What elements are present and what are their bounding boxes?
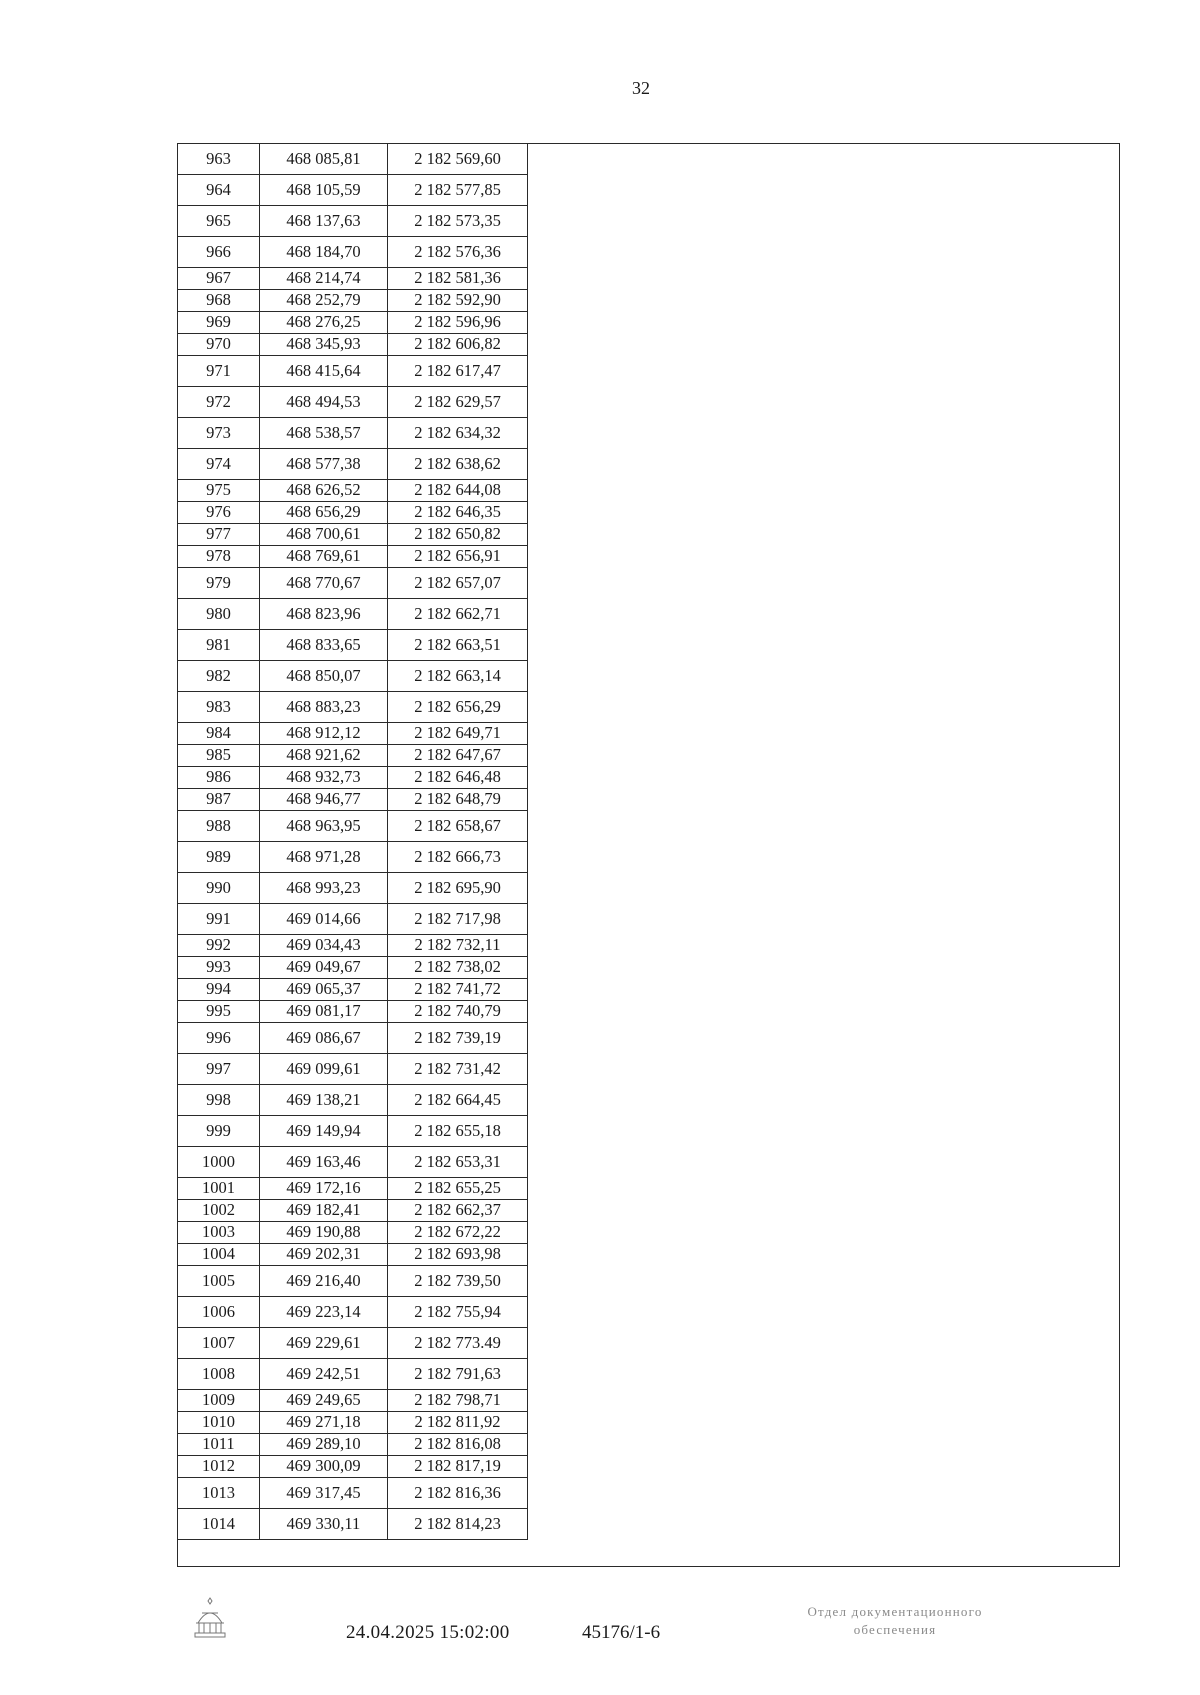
table-row [178, 387, 528, 418]
y-coordinate-cell: 2 182 650,82 [388, 524, 528, 546]
point-number-cell: 987 [178, 789, 260, 811]
table-row [178, 767, 528, 789]
y-coordinate-cell: 2 182 629,57 [388, 387, 528, 418]
point-number-cell: 1007 [178, 1328, 260, 1359]
x-coordinate-cell: 468 769,61 [260, 546, 388, 568]
point-number-cell: 1001 [178, 1178, 260, 1200]
stamp-datetime: 24.04.2025 15:02:00 [346, 1622, 510, 1643]
y-coordinate-cell: 2 182 814,23 [388, 1509, 528, 1540]
table-row [178, 418, 528, 449]
point-number-cell: 983 [178, 692, 260, 723]
y-coordinate-cell: 2 182 647,67 [388, 745, 528, 767]
y-coordinate-cell: 2 182 634,32 [388, 418, 528, 449]
point-number-cell: 974 [178, 449, 260, 480]
point-number-cell: 998 [178, 1085, 260, 1116]
point-number-cell: 1006 [178, 1297, 260, 1328]
table-row [178, 206, 528, 237]
point-number-cell: 990 [178, 873, 260, 904]
y-coordinate-cell: 2 182 741,72 [388, 979, 528, 1001]
x-coordinate-cell: 468 626,52 [260, 480, 388, 502]
point-number-cell: 985 [178, 745, 260, 767]
x-coordinate-cell: 469 289,10 [260, 1434, 388, 1456]
x-coordinate-cell: 468 883,23 [260, 692, 388, 723]
y-coordinate-cell: 2 182 577,85 [388, 175, 528, 206]
y-coordinate-cell: 2 182 755,94 [388, 1297, 528, 1328]
x-coordinate-cell: 469 300,09 [260, 1456, 388, 1478]
x-coordinate-cell: 468 105,59 [260, 175, 388, 206]
table-row [178, 524, 528, 546]
x-coordinate-cell: 468 538,57 [260, 418, 388, 449]
table-row [178, 1054, 528, 1085]
y-coordinate-cell: 2 182 738,02 [388, 957, 528, 979]
x-coordinate-cell: 468 085,81 [260, 144, 388, 175]
point-number-cell: 1004 [178, 1244, 260, 1266]
point-number-cell: 979 [178, 568, 260, 599]
point-number-cell: 994 [178, 979, 260, 1001]
point-number-cell: 1005 [178, 1266, 260, 1297]
x-coordinate-cell: 469 190,88 [260, 1222, 388, 1244]
point-number-cell: 971 [178, 356, 260, 387]
y-coordinate-cell: 2 182 811,92 [388, 1412, 528, 1434]
page-number: 32 [632, 78, 650, 98]
y-coordinate-cell: 2 182 693,98 [388, 1244, 528, 1266]
x-coordinate-cell: 468 912,12 [260, 723, 388, 745]
table-row [178, 1244, 528, 1266]
y-coordinate-cell: 2 182 606,82 [388, 334, 528, 356]
x-coordinate-cell: 468 577,38 [260, 449, 388, 480]
x-coordinate-cell: 469 081,17 [260, 1001, 388, 1023]
point-number-cell: 1013 [178, 1478, 260, 1509]
y-coordinate-cell: 2 182 816,36 [388, 1478, 528, 1509]
point-number-cell: 996 [178, 1023, 260, 1054]
point-number-cell: 964 [178, 175, 260, 206]
y-coordinate-cell: 2 182 717,98 [388, 904, 528, 935]
point-number-cell: 963 [178, 144, 260, 175]
x-coordinate-cell: 468 494,53 [260, 387, 388, 418]
table-row [178, 811, 528, 842]
y-coordinate-cell: 2 182 663,51 [388, 630, 528, 661]
point-number-cell: 981 [178, 630, 260, 661]
x-coordinate-cell: 468 993,23 [260, 873, 388, 904]
point-number-cell: 1008 [178, 1359, 260, 1390]
y-coordinate-cell: 2 182 638,62 [388, 449, 528, 480]
x-coordinate-cell: 468 850,07 [260, 661, 388, 692]
x-coordinate-cell: 469 223,14 [260, 1297, 388, 1328]
x-coordinate-cell: 469 086,67 [260, 1023, 388, 1054]
point-number-cell: 977 [178, 524, 260, 546]
y-coordinate-cell: 2 182 672,22 [388, 1222, 528, 1244]
x-coordinate-cell: 469 330,11 [260, 1509, 388, 1540]
x-coordinate-cell: 469 065,37 [260, 979, 388, 1001]
y-coordinate-cell: 2 182 666,73 [388, 842, 528, 873]
stamp-doc-number: 45176/1-6 [582, 1622, 661, 1643]
y-coordinate-cell: 2 182 656,29 [388, 692, 528, 723]
y-coordinate-cell: 2 182 656,91 [388, 546, 528, 568]
table-row [178, 546, 528, 568]
table-row [178, 1359, 528, 1390]
y-coordinate-cell: 2 182 648,79 [388, 789, 528, 811]
point-number-cell: 992 [178, 935, 260, 957]
point-number-cell: 1014 [178, 1509, 260, 1540]
table-row [178, 480, 528, 502]
point-number-cell: 978 [178, 546, 260, 568]
x-coordinate-cell: 468 137,63 [260, 206, 388, 237]
point-number-cell: 967 [178, 268, 260, 290]
y-coordinate-cell: 2 182 662,37 [388, 1200, 528, 1222]
point-number-cell: 1012 [178, 1456, 260, 1478]
point-number-cell: 997 [178, 1054, 260, 1085]
x-coordinate-cell: 469 099,61 [260, 1054, 388, 1085]
y-coordinate-cell: 2 182 644,08 [388, 480, 528, 502]
x-coordinate-cell: 469 202,31 [260, 1244, 388, 1266]
x-coordinate-cell: 468 932,73 [260, 767, 388, 789]
x-coordinate-cell: 469 138,21 [260, 1085, 388, 1116]
x-coordinate-cell: 469 034,43 [260, 935, 388, 957]
table-row [178, 312, 528, 334]
table-row [178, 1023, 528, 1054]
x-coordinate-cell: 468 415,64 [260, 356, 388, 387]
table-row [178, 1222, 528, 1244]
table-row [178, 1509, 528, 1540]
department-stamp [755, 1603, 1035, 1638]
table-row [178, 1456, 528, 1478]
point-number-cell: 986 [178, 767, 260, 789]
coordinates-table-body [178, 144, 528, 1540]
point-number-cell: 995 [178, 1001, 260, 1023]
y-coordinate-cell: 2 182 569,60 [388, 144, 528, 175]
table-row [178, 502, 528, 524]
x-coordinate-cell: 468 184,70 [260, 237, 388, 268]
table-row [178, 1328, 528, 1359]
coordinates-table [177, 143, 528, 1540]
y-coordinate-cell: 2 182 655,25 [388, 1178, 528, 1200]
y-coordinate-cell: 2 182 581,36 [388, 268, 528, 290]
point-number-cell: 999 [178, 1116, 260, 1147]
table-row [178, 1147, 528, 1178]
point-number-cell: 988 [178, 811, 260, 842]
point-number-cell: 993 [178, 957, 260, 979]
y-coordinate-cell: 2 182 663,14 [388, 661, 528, 692]
y-coordinate-cell: 2 182 617,47 [388, 356, 528, 387]
table-row [178, 1478, 528, 1509]
table-row [178, 290, 528, 312]
table-row [178, 1001, 528, 1023]
table-row [178, 957, 528, 979]
x-coordinate-cell: 468 770,67 [260, 568, 388, 599]
table-row [178, 935, 528, 957]
table-row [178, 842, 528, 873]
y-coordinate-cell: 2 182 664,45 [388, 1085, 528, 1116]
department-line-1: Отдел документационного [807, 1604, 983, 1619]
x-coordinate-cell: 469 172,16 [260, 1178, 388, 1200]
table-row [178, 1390, 528, 1412]
y-coordinate-cell: 2 182 662,71 [388, 599, 528, 630]
table-row [178, 334, 528, 356]
x-coordinate-cell: 469 182,41 [260, 1200, 388, 1222]
x-coordinate-cell: 468 276,25 [260, 312, 388, 334]
point-number-cell: 968 [178, 290, 260, 312]
x-coordinate-cell: 468 963,95 [260, 811, 388, 842]
table-row [178, 1297, 528, 1328]
x-coordinate-cell: 468 946,77 [260, 789, 388, 811]
x-coordinate-cell: 468 700,61 [260, 524, 388, 546]
table-row [178, 873, 528, 904]
table-row [178, 1116, 528, 1147]
point-number-cell: 989 [178, 842, 260, 873]
y-coordinate-cell: 2 182 773.49 [388, 1328, 528, 1359]
table-row [178, 1178, 528, 1200]
y-coordinate-cell: 2 182 592,90 [388, 290, 528, 312]
y-coordinate-cell: 2 182 573,35 [388, 206, 528, 237]
table-row [178, 1266, 528, 1297]
table-row [178, 144, 528, 175]
x-coordinate-cell: 468 345,93 [260, 334, 388, 356]
y-coordinate-cell: 2 182 739,50 [388, 1266, 528, 1297]
table-row [178, 175, 528, 206]
table-row [178, 723, 528, 745]
footer [0, 1595, 1200, 1655]
table-row [178, 268, 528, 290]
y-coordinate-cell: 2 182 739,19 [388, 1023, 528, 1054]
point-number-cell: 1009 [178, 1390, 260, 1412]
point-number-cell: 1002 [178, 1200, 260, 1222]
y-coordinate-cell: 2 182 646,35 [388, 502, 528, 524]
point-number-cell: 975 [178, 480, 260, 502]
point-number-cell: 969 [178, 312, 260, 334]
x-coordinate-cell: 468 971,28 [260, 842, 388, 873]
y-coordinate-cell: 2 182 816,08 [388, 1434, 528, 1456]
point-number-cell: 982 [178, 661, 260, 692]
table-row [178, 1434, 528, 1456]
x-coordinate-cell: 468 656,29 [260, 502, 388, 524]
table-row [178, 745, 528, 767]
y-coordinate-cell: 2 182 576,36 [388, 237, 528, 268]
y-coordinate-cell: 2 182 649,71 [388, 723, 528, 745]
y-coordinate-cell: 2 182 658,67 [388, 811, 528, 842]
x-coordinate-cell: 468 921,62 [260, 745, 388, 767]
x-coordinate-cell: 469 014,66 [260, 904, 388, 935]
y-coordinate-cell: 2 182 798,71 [388, 1390, 528, 1412]
point-number-cell: 970 [178, 334, 260, 356]
point-number-cell: 966 [178, 237, 260, 268]
x-coordinate-cell: 468 833,65 [260, 630, 388, 661]
emblem-icon [190, 1595, 230, 1641]
x-coordinate-cell: 469 049,67 [260, 957, 388, 979]
table-row [178, 237, 528, 268]
table-row [178, 1412, 528, 1434]
y-coordinate-cell: 2 182 657,07 [388, 568, 528, 599]
x-coordinate-cell: 469 249,65 [260, 1390, 388, 1412]
table-row [178, 630, 528, 661]
point-number-cell: 984 [178, 723, 260, 745]
point-number-cell: 976 [178, 502, 260, 524]
x-coordinate-cell: 469 149,94 [260, 1116, 388, 1147]
y-coordinate-cell: 2 182 791,63 [388, 1359, 528, 1390]
point-number-cell: 991 [178, 904, 260, 935]
x-coordinate-cell: 469 229,61 [260, 1328, 388, 1359]
x-coordinate-cell: 468 214,74 [260, 268, 388, 290]
point-number-cell: 965 [178, 206, 260, 237]
table-row [178, 449, 528, 480]
table-row [178, 789, 528, 811]
x-coordinate-cell: 469 163,46 [260, 1147, 388, 1178]
table-row [178, 356, 528, 387]
x-coordinate-cell: 469 317,45 [260, 1478, 388, 1509]
y-coordinate-cell: 2 182 695,90 [388, 873, 528, 904]
y-coordinate-cell: 2 182 646,48 [388, 767, 528, 789]
y-coordinate-cell: 2 182 731,42 [388, 1054, 528, 1085]
department-line-2: обеспечения [853, 1621, 937, 1637]
x-coordinate-cell: 469 216,40 [260, 1266, 388, 1297]
table-row [178, 904, 528, 935]
y-coordinate-cell: 2 182 655,18 [388, 1116, 528, 1147]
point-number-cell: 1000 [178, 1147, 260, 1178]
point-number-cell: 1011 [178, 1434, 260, 1456]
table-row [178, 1085, 528, 1116]
point-number-cell: 1010 [178, 1412, 260, 1434]
point-number-cell: 980 [178, 599, 260, 630]
x-coordinate-cell: 468 823,96 [260, 599, 388, 630]
x-coordinate-cell: 468 252,79 [260, 290, 388, 312]
table-row [178, 568, 528, 599]
table-row [178, 979, 528, 1001]
table-row [178, 692, 528, 723]
table-row [178, 661, 528, 692]
y-coordinate-cell: 2 182 596,96 [388, 312, 528, 334]
y-coordinate-cell: 2 182 653,31 [388, 1147, 528, 1178]
table-row [178, 1200, 528, 1222]
point-number-cell: 1003 [178, 1222, 260, 1244]
y-coordinate-cell: 2 182 817,19 [388, 1456, 528, 1478]
point-number-cell: 972 [178, 387, 260, 418]
y-coordinate-cell: 2 182 740,79 [388, 1001, 528, 1023]
x-coordinate-cell: 469 271,18 [260, 1412, 388, 1434]
table-row [178, 599, 528, 630]
x-coordinate-cell: 469 242,51 [260, 1359, 388, 1390]
y-coordinate-cell: 2 182 732,11 [388, 935, 528, 957]
point-number-cell: 973 [178, 418, 260, 449]
